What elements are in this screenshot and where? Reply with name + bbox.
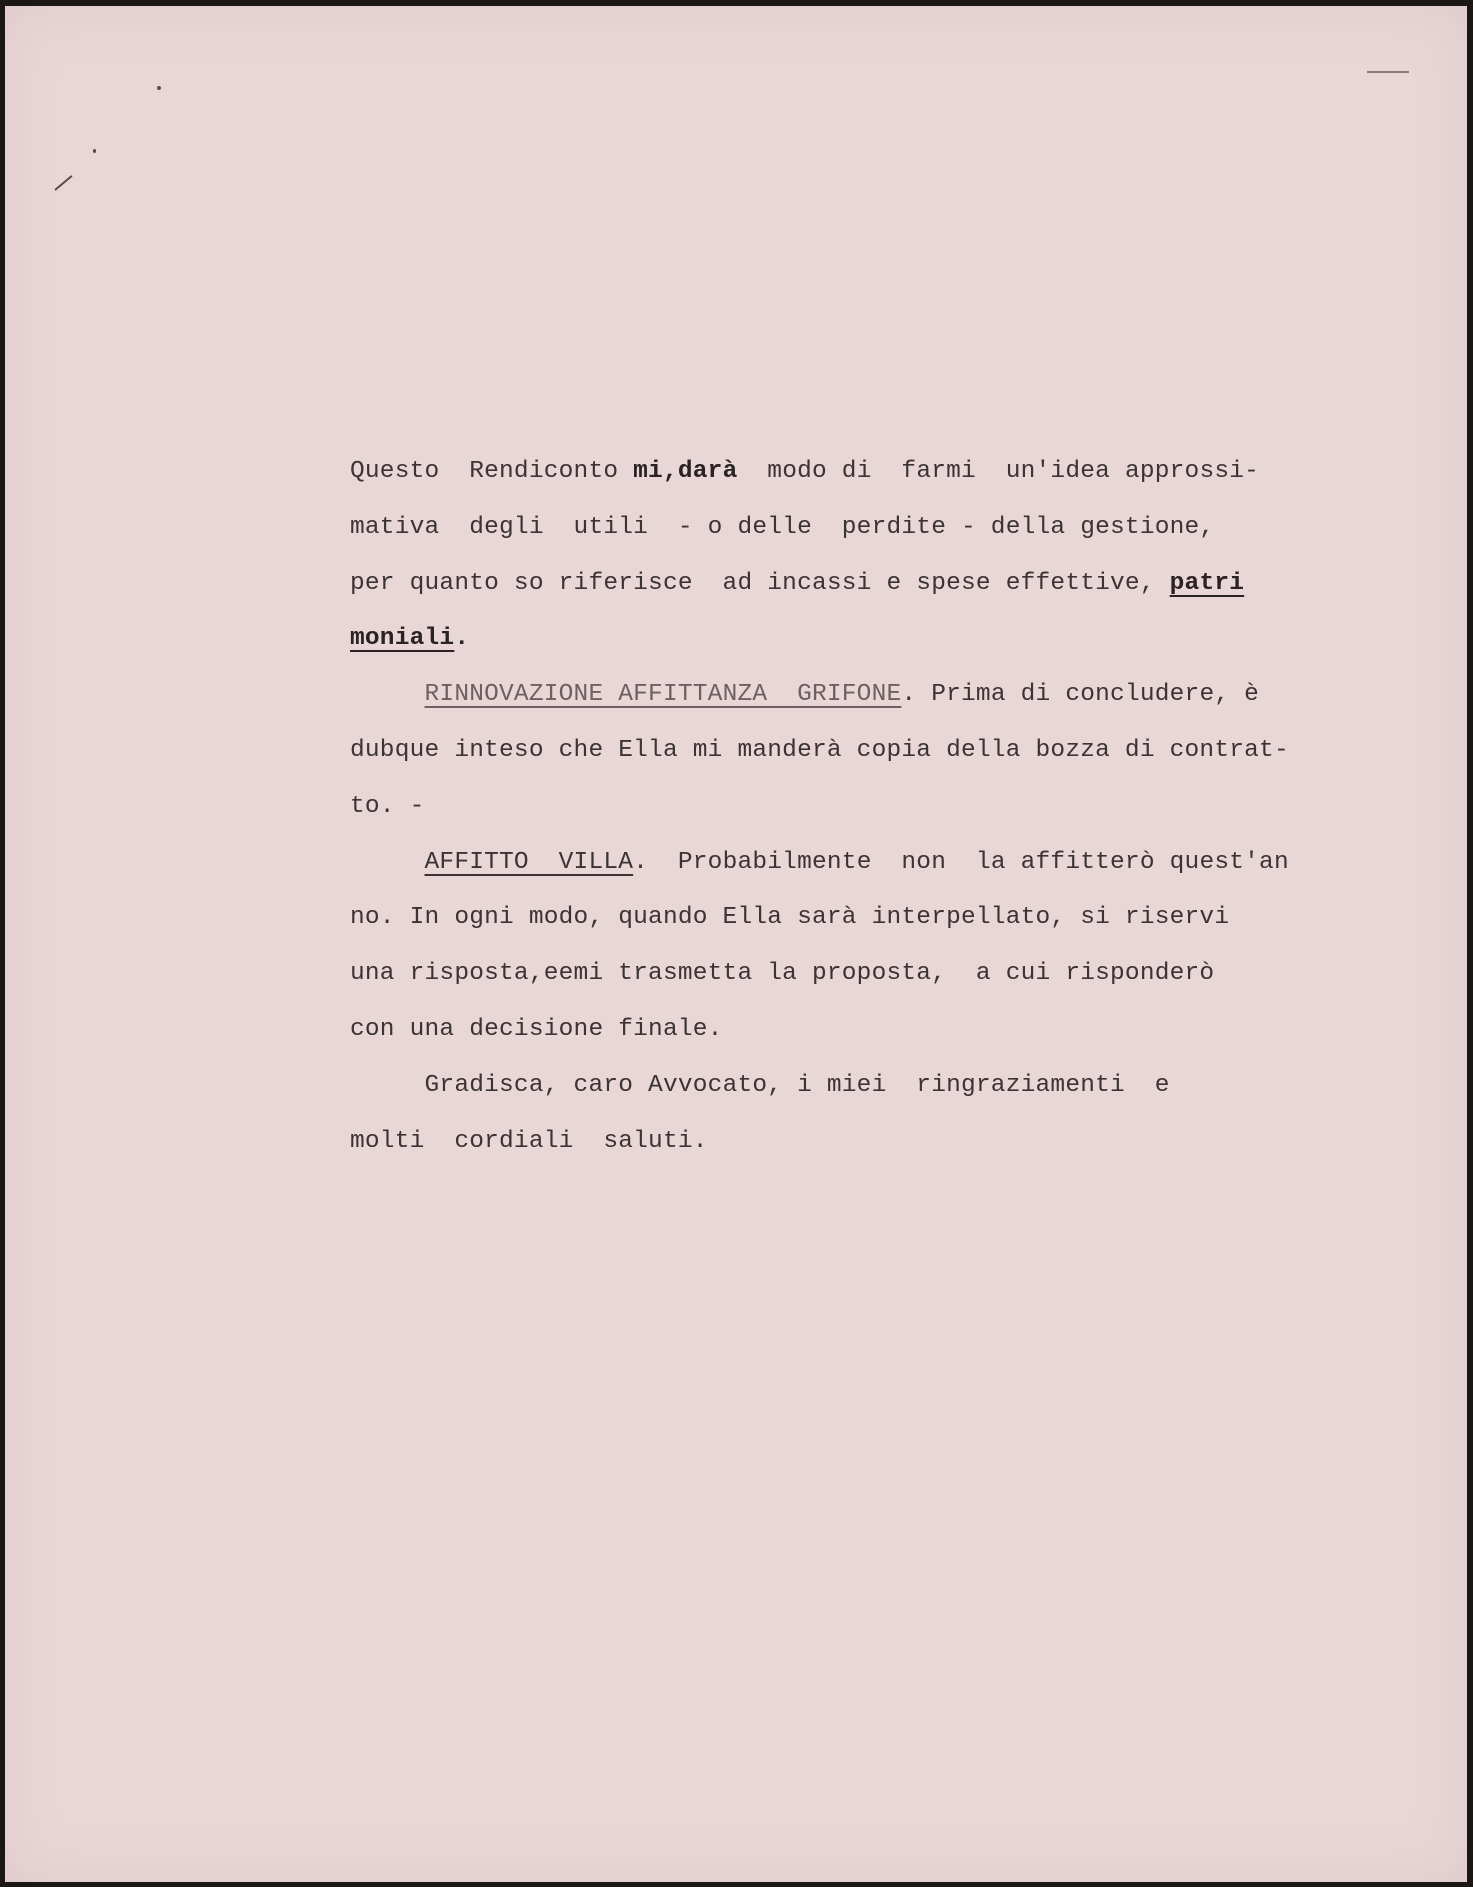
text-line xyxy=(350,1058,1430,1114)
underlined-text: patri xyxy=(1169,569,1245,597)
text-line xyxy=(350,667,1430,723)
text-line xyxy=(350,1114,1430,1170)
typed-text: . Probabilmente non la affitterò quest'an xyxy=(633,848,1289,876)
underlined-text: RINNOVAZIONE AFFITTANZA GRIFONE xyxy=(424,681,902,709)
paragraph-indent xyxy=(350,849,425,876)
typed-text: . xyxy=(454,625,470,653)
pencil-mark xyxy=(54,175,72,191)
ink-line xyxy=(1367,71,1409,73)
text-line xyxy=(350,779,1430,835)
text-line xyxy=(350,1002,1430,1058)
typed-text: . Prima di concludere, è xyxy=(901,681,1260,709)
typed-text: no. In ogni modo, quando Ella sarà interpellato, si riservi xyxy=(350,904,1230,932)
text-line xyxy=(350,946,1430,1002)
text-line xyxy=(350,890,1430,946)
paragraph-indent xyxy=(350,681,425,708)
typed-text: mi,darà xyxy=(633,458,738,485)
typed-text: con una decisione finale. xyxy=(350,1015,723,1043)
text-line xyxy=(350,444,1430,500)
typed-text: mativa degli utili - o delle perdite - della gestione, xyxy=(350,513,1215,541)
typed-text: Questo Rendiconto xyxy=(350,458,634,485)
typed-text: dubque inteso che Ella mi manderà copia della bozza di contrat- xyxy=(350,736,1289,764)
paragraph-indent xyxy=(350,1072,425,1099)
typed-text: to. - xyxy=(350,792,425,820)
letter-body xyxy=(350,444,1430,1169)
underlined-text: moniali xyxy=(350,625,455,653)
underlined-text: AFFITTO VILLA xyxy=(424,848,634,876)
typed-text: per quanto so riferisce ad incassi e spese effettive, xyxy=(350,569,1170,597)
text-line xyxy=(350,611,1430,667)
text-line xyxy=(350,500,1430,556)
typed-text: Gradisca, caro Avvocato, i miei ringraziamenti e xyxy=(424,1071,1170,1099)
typed-text: modo di farmi un'idea approssi- xyxy=(737,458,1260,485)
ink-dot xyxy=(93,149,96,153)
typed-text: una risposta,eemi trasmetta la proposta, a cui risponderò xyxy=(350,960,1215,988)
text-line xyxy=(350,723,1430,779)
text-line xyxy=(350,556,1430,612)
typed-text: molti cordiali saluti. xyxy=(350,1127,708,1155)
ink-dot xyxy=(157,86,161,90)
text-line xyxy=(350,835,1430,891)
